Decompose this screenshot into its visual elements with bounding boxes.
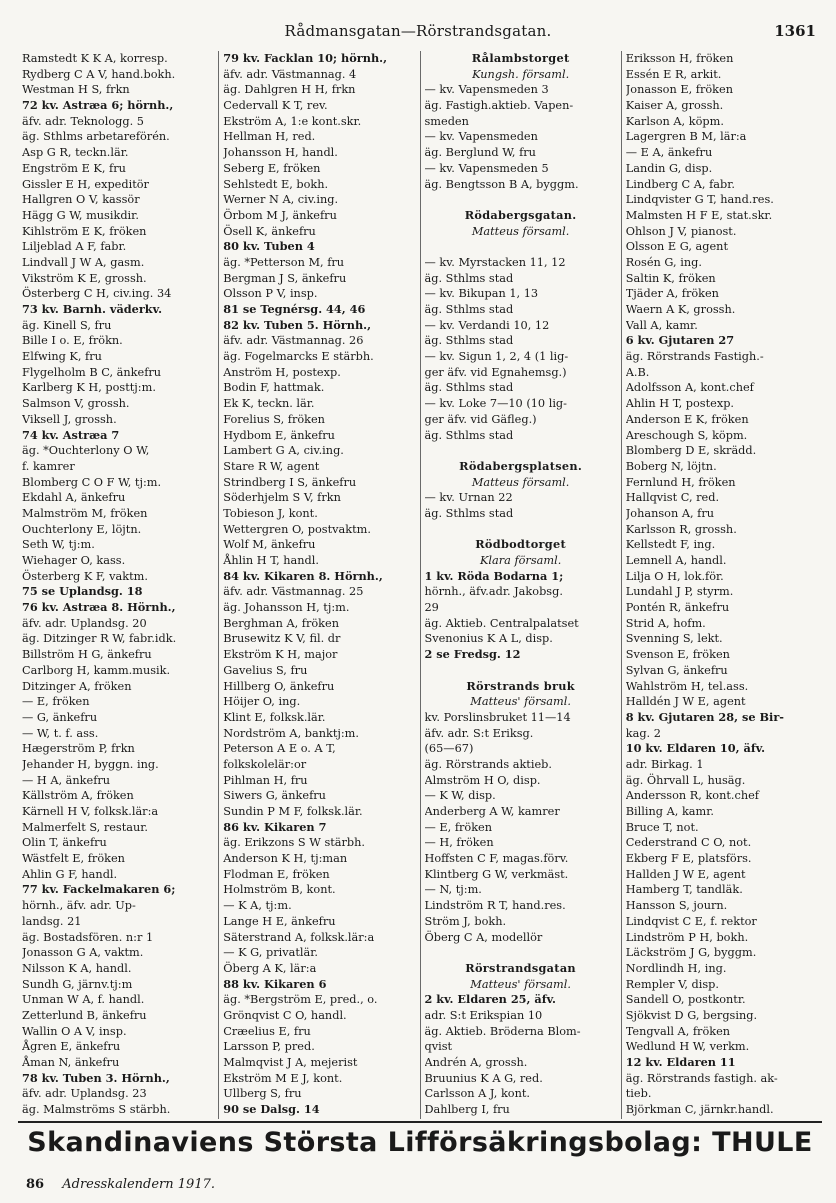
directory-entry: Seberg E, fröken: [223, 161, 321, 175]
directory-entry: Rydberg C A V, hand.bokh.: [22, 67, 176, 81]
directory-entry: — K A, tj:m.: [223, 899, 292, 913]
directory-entry: Bodin F, hattmak.: [223, 381, 325, 395]
directory-entry: äfv. adr. S:t Eriksg.: [424, 726, 534, 740]
directory-entry: Wedlund H W, verkm.: [625, 1040, 750, 1054]
directory-entry: äg. Sthlms stad: [424, 506, 514, 520]
directory-entry: Klintberg G W, verkmäst.: [424, 867, 569, 881]
directory-entry: Hallgren O V, kassör: [22, 193, 140, 207]
directory-column: [218, 51, 419, 1119]
directory-entry: Nordström A, banktj:m.: [223, 726, 359, 740]
directory-entry: landsg. 21: [22, 914, 82, 928]
directory-entry: Kellstedt F, ing.: [625, 538, 716, 552]
directory-entry: Landin G, disp.: [625, 161, 713, 175]
parish-label: Matteus församl.: [471, 475, 570, 489]
directory-entry: Carlsson A J, kont.: [424, 1087, 531, 1101]
property-entry: 6 kv. Gjutaren 27: [625, 333, 735, 348]
directory-entry: ger äfv. vid Egnahemsg.): [424, 365, 567, 379]
directory-entry: äg. Sthlms stad: [424, 271, 514, 285]
directory-entry: Lindström P H, bokh.: [625, 930, 749, 944]
directory-entry: Viksell J, grossh.: [22, 412, 117, 426]
directory-entry: Carlborg H, kamm.musik.: [22, 663, 171, 677]
directory-entry: Gavelius S, fru: [223, 663, 308, 677]
directory-entry: Billström H G, änkefru: [22, 648, 152, 662]
property-entry: 75 se Uplandsg. 18: [22, 584, 143, 599]
directory-entry: [425, 443, 617, 459]
directory-entry: Sandell O, postkontr.: [625, 993, 746, 1007]
directory-entry: Ström J, bokh.: [424, 914, 507, 928]
directory-entry: Forelius S, fröken: [223, 412, 325, 426]
directory-entry: Kärnell H V, folksk.lär:a: [22, 805, 159, 818]
directory-entry: Ekberg F E, platsförs.: [625, 852, 752, 866]
directory-entry: Malmström M, fröken: [22, 506, 148, 520]
directory-entry: Andersson R, kont.chef: [625, 789, 759, 803]
directory-entry: Sundh G, järnv.tj:m: [22, 977, 133, 991]
directory-entry: Almström H O, disp.: [424, 773, 541, 787]
directory-entry: Adolfsson A, kont.chef: [625, 381, 754, 395]
directory-entry: Salmson V, grossh.: [22, 397, 130, 411]
directory-entry: äg. Sthlms stad: [424, 381, 514, 395]
directory-entry: äfv. adr. Västmannag. 4: [223, 67, 357, 81]
directory-entry: äg. Aktieb. Centralpalatset: [424, 616, 579, 630]
directory-entry: Cræelius E, fru: [223, 1024, 311, 1038]
street-heading: Rödabergsgatan.: [464, 207, 577, 222]
directory-entry: Tengvall A, fröken: [625, 1024, 731, 1038]
directory-entry: — N, tj:m.: [424, 883, 482, 897]
advertisement-banner: Skandinaviens Största Lifförsäkringsbolag: THULE: [27, 1127, 813, 1158]
directory-entry: kv. Porslinsbruket 11—14: [424, 710, 571, 724]
directory-entry: — kv. Verdandi 10, 12: [424, 318, 550, 332]
directory-entry: Ohlson J V, pianost.: [625, 224, 737, 238]
page-footer: [26, 1177, 215, 1192]
directory-entry: äg. *Petterson M, fru: [223, 255, 345, 269]
directory-entry: — kv. Vapensmeden 3: [424, 83, 549, 97]
directory-entry: äg. *Bergström E, pred., o.: [223, 993, 378, 1007]
directory-entry: Wiehager O, kass.: [22, 554, 126, 567]
directory-entry: Säterstrand A, folksk.lär:a: [223, 930, 375, 944]
property-entry: 8 kv. Gjutaren 28, se Bir-: [625, 709, 784, 724]
directory-entry: Lemnell A, handl.: [625, 554, 727, 567]
street-heading: Rörstrands bruk: [466, 678, 575, 693]
directory-column: [18, 51, 218, 1119]
directory-entry: Wettergren O, postvaktm.: [223, 522, 371, 536]
directory-entry: — kv. Vapensmeden 5: [424, 161, 549, 175]
directory-entry: kag. 2: [625, 726, 661, 740]
directory-entry: Ekdahl A, änkefru: [22, 491, 126, 505]
directory-entry: äg. Rörstrands Fastigh.-: [625, 350, 764, 364]
directory-entry: äg. Aktieb. Bröderna Blom-: [424, 1024, 581, 1038]
directory-entry: Strindberg I S, änkefru: [223, 475, 357, 489]
directory-entry: Wahlström H, tel.ass.: [625, 679, 749, 693]
directory-entry: [425, 1118, 617, 1119]
directory-entry: Lindberg C A, fabr.: [625, 177, 735, 191]
directory-entry: Hamberg T, tandläk.: [625, 883, 743, 897]
directory-entry: Johansson H, handl.: [223, 146, 338, 160]
directory-entry: Örbom M J, änkefru: [223, 208, 337, 222]
directory-entry: — kv. Urnan 22: [424, 491, 513, 505]
directory-entry: [425, 945, 617, 961]
directory-entry: äfv. adr. Uplandsg. 23: [22, 1087, 147, 1101]
directory-entry: — K G, privatlär.: [223, 946, 318, 960]
directory-entry: äfv. adr. Teknologg. 5: [22, 114, 144, 128]
directory-entry: Werner N A, civ.ing.: [223, 193, 339, 207]
directory-entry: Hansson S, journ.: [625, 899, 728, 913]
directory-entry: Kaiser A, grossh.: [625, 99, 724, 113]
directory-entry: Ek K, teckn. lär.: [223, 397, 315, 411]
directory-entry: äg. Bengtsson B A, byggm.: [424, 177, 579, 191]
directory-entry: Elfwing K, fru: [22, 350, 102, 364]
directory-entry: Holmström B, kont.: [223, 883, 336, 897]
directory-column: [621, 51, 822, 1119]
footer-page-number: 86: [26, 1177, 45, 1192]
parish-label: Matteus' församl.: [470, 977, 571, 991]
directory-entry: Ullberg S, fru: [223, 1087, 302, 1101]
directory-entry: adr. Birkag. 1: [625, 757, 704, 771]
directory-entry: äfv. adr. Uplandsg. 20: [22, 616, 147, 630]
directory-entry: Lambert G A, civ.ing.: [223, 444, 344, 458]
parish-label: Klara församl.: [479, 554, 562, 567]
directory-entry: Waern A K, grossh.: [625, 303, 736, 316]
parish-label: Matteus församl.: [471, 224, 570, 238]
property-entry: 74 kv. Astræa 7: [22, 427, 120, 442]
property-entry: 12 kv. Eldaren 11: [625, 1055, 736, 1069]
directory-entry: äg. Fogelmarcks E stärbh.: [223, 350, 374, 364]
directory-entry: äg. Rörstrands fastigh. ak-: [625, 1071, 778, 1085]
directory-entry: Tobieson J, kont.: [223, 506, 318, 520]
street-heading: Rödabergsplatsen.: [459, 458, 583, 473]
directory-entry: Söderhjelm S V, frkn: [223, 491, 341, 505]
directory-entry: äg. *Ouchterlony O W,: [22, 444, 150, 458]
directory-entry: Flygelholm B C, änkefru: [22, 365, 162, 379]
directory-entry: Ditzinger A, fröken: [22, 679, 132, 693]
directory-entry: Liljeblad A F, fabr.: [22, 240, 127, 254]
property-entry: 86 kv. Kikaren 7: [223, 819, 327, 834]
property-entry: 90 se Dalsg. 14: [223, 1102, 320, 1117]
directory-entry: Hoffsten C F, magas.förv.: [424, 852, 569, 866]
directory-entry: Jonasson E, fröken: [625, 83, 733, 97]
directory-entry: Ekström K H, major: [223, 648, 338, 662]
directory-entry: Hallqvist C, red.: [625, 491, 720, 505]
property-entry: 84 kv. Kikaren 8. Hörnh.,: [223, 568, 383, 583]
directory-entry: Lindvall J W A, gasm.: [22, 255, 145, 269]
property-entry: 78 kv. Tuben 3. Hörnh.,: [22, 1070, 170, 1085]
directory-entry: Klint E, folksk.lär.: [223, 710, 326, 724]
property-entry: 88 kv. Kikaren 6: [223, 976, 327, 991]
property-entry: 1 kv. Röda Bodarna 1;: [424, 568, 564, 583]
directory-entry: tieb.: [625, 1087, 652, 1101]
directory-entry: Halldén J W E, agent: [625, 695, 746, 709]
directory-entry: Bille I o. E, frökn.: [22, 334, 123, 348]
directory-entry: Hellman H, red.: [223, 130, 316, 144]
property-entry: 82 kv. Tuben 5. Hörnh.,: [223, 317, 372, 332]
directory-entry: Anderson E K, fröken: [625, 412, 749, 426]
directory-entry: Boberg N, löjtn.: [625, 459, 717, 473]
directory-entry: — H, fröken: [424, 836, 494, 850]
directory-entry: Olsson P V, insp.: [223, 287, 318, 301]
directory-entry: ger äfv. vid Gäfleg.): [424, 412, 537, 426]
directory-entry: äg. Berglund W, fru: [424, 146, 536, 160]
directory-column: [420, 51, 621, 1119]
directory-entry: Siwers G, änkefru: [223, 789, 326, 803]
page-title: Rådmansgatan—Rörstrandsgatan.: [284, 22, 552, 40]
directory-entry: Svenning S, lekt.: [625, 632, 723, 646]
property-entry: 79 kv. Facklan 10; hörnh.,: [223, 51, 388, 65]
directory-entry: Ouchterlony E, löjtn.: [22, 522, 142, 536]
directory-entry: Wolf M, änkefru: [223, 538, 316, 552]
directory-entry: Lagergren B M, lär:a: [625, 130, 747, 144]
directory-entry: (65—67): [424, 742, 474, 756]
directory-entry: Sylvan G, änkefru: [625, 663, 728, 677]
directory-entry: Jehander H, byggn. ing.: [22, 757, 159, 771]
directory-entry: Bergman J S, änkefru: [223, 271, 347, 285]
directory-entry: Lundahl J P, styrm.: [625, 585, 734, 599]
directory-entry: äg. Fastigh.aktieb. Vapen-: [424, 99, 574, 113]
directory-entry: Bruce T, not.: [625, 820, 699, 834]
directory-entry: Tjäder A, fröken: [625, 287, 719, 301]
directory-entry: — G, änkefru: [22, 710, 98, 724]
directory-entry: — kv. Loke 7—10 (10 lig-: [424, 397, 567, 411]
directory-entry: Ramstedt K K A, korresp.: [22, 52, 168, 65]
directory-entry: äg. Ditzinger R W, fabr.idk.: [22, 632, 177, 646]
parish-label: Kungsh. församl.: [472, 67, 570, 81]
directory-entry: Berghman A, fröken: [223, 616, 339, 630]
directory-entry: Ekström A, 1:e kont.skr.: [223, 114, 362, 128]
directory-entry: Andrén A, grossh.: [424, 1056, 528, 1069]
property-entry: 2 se Fredsg. 12: [424, 647, 521, 662]
directory-entry: Blomberg C O F W, tj:m.: [22, 475, 162, 489]
directory-entry: Olsson E G, agent: [625, 240, 728, 254]
directory-entry: Brusewitz K V, fil. dr: [223, 632, 341, 646]
directory-entry: Larsson P, pred.: [223, 1040, 315, 1054]
directory-entry: Höijer O, ing.: [223, 695, 301, 709]
divider: [18, 1121, 822, 1123]
directory-entry: Karlsson R, grossh.: [625, 522, 737, 536]
directory-entry: — kv. Bikupan 1, 13: [424, 287, 539, 301]
directory-entry: Ösell K, änkefru: [223, 224, 316, 238]
directory-entry: Österberg K F, vaktm.: [22, 569, 148, 583]
page-number: 1361: [774, 22, 816, 40]
directory-entry: Björkman C, järnkr.handl.: [625, 1103, 774, 1117]
directory-entry: hörnh., äfv. adr. Up-: [22, 899, 136, 913]
directory-entry: Anderberg A W, kamrer: [424, 805, 560, 818]
directory-columns: [18, 51, 822, 1119]
directory-entry: Ahlin G F, handl.: [22, 867, 118, 881]
directory-entry: — E, fröken: [22, 695, 90, 709]
property-entry: 10 kv. Eldaren 10, äfv.: [625, 741, 766, 756]
directory-entry: Ågren E, änkefru: [22, 1040, 121, 1054]
directory-entry: adr. S:t Erikspian 10: [424, 1008, 543, 1022]
directory-entry: Wallin O A V, insp.: [22, 1024, 127, 1038]
directory-entry: Seth W, tj:m.: [22, 538, 95, 552]
directory-entry: Essén E R, arkit.: [625, 67, 722, 81]
directory-entry: Jonasson G A, vaktm.: [22, 946, 144, 960]
directory-entry: Sehlstedt E, bokh.: [223, 177, 329, 191]
directory-entry: [425, 522, 617, 538]
directory-entry: Rosén G, ing.: [625, 255, 702, 269]
directory-entry: [223, 1118, 415, 1119]
directory-entry: Engström E K, fru: [22, 161, 126, 175]
directory-entry: äg. Bostadsfören. n:r 1: [22, 930, 154, 944]
directory-entry: äg. Johansson H, tj:m.: [223, 601, 350, 615]
directory-entry: äg. Sthlms stad: [424, 303, 514, 316]
directory-entry: Svenson E, fröken: [625, 648, 730, 662]
directory-entry: Billing A, kamr.: [625, 805, 714, 818]
directory-entry: — kv. Sigun 1, 2, 4 (1 lig-: [424, 350, 569, 364]
directory-entry: Öberg A K, lär:a: [223, 961, 317, 975]
directory-entry: Cedervall K T, rev.: [223, 99, 328, 113]
directory-entry: Pihlman H, fru: [223, 773, 308, 787]
directory-entry: — kv. Myrstacken 11, 12: [424, 255, 566, 269]
directory-entry: Grönqvist C O, handl.: [223, 1008, 347, 1022]
directory-entry: Nordlindh H, ing.: [625, 961, 727, 975]
directory-entry: Cederstrand C O, not.: [625, 836, 752, 850]
directory-entry: äg. Sthlms arbetareförén.: [22, 130, 170, 144]
directory-entry: äg. Öhrvall L, husäg.: [625, 773, 746, 787]
directory-entry: qvist: [424, 1040, 453, 1054]
directory-entry: Hægerström P, frkn: [22, 742, 135, 756]
directory-entry: folkskolelär:or: [223, 757, 307, 771]
directory-entry: Hägg G W, musikdir.: [22, 208, 139, 222]
directory-entry: Malmqvist J A, mejerist: [223, 1056, 358, 1069]
directory-entry: Lindqvist C E, f. rektor: [625, 914, 757, 928]
directory-entry: Vikström K E, grossh.: [22, 271, 147, 285]
directory-entry: Ekström M E J, kont.: [223, 1071, 343, 1085]
property-entry: 80 kv. Tuben 4: [223, 239, 315, 254]
directory-entry: Lindqvister G T, hand.res.: [625, 193, 774, 207]
directory-entry: Stare R W, agent: [223, 459, 320, 473]
property-entry: 81 se Tegnérsg. 44, 46: [223, 302, 366, 316]
directory-entry: Zetterlund B, änkefru: [22, 1008, 147, 1022]
directory-entry: Öberg C A, modellör: [424, 930, 543, 944]
directory-entry: Vall A, kamr.: [625, 318, 698, 332]
directory-entry: Dahlberg I, fru: [424, 1103, 510, 1117]
directory-entry: äg. Erikzons S W stärbh.: [223, 836, 366, 850]
footer-publication: Adresskalendern 1917.: [62, 1177, 215, 1192]
directory-entry: Anderson K H, tj:man: [223, 852, 348, 866]
directory-entry: äfv. adr. Västmannag. 26: [223, 334, 364, 348]
directory-entry: Wästfelt E, fröken: [22, 852, 125, 866]
property-entry: 2 kv. Eldaren 25, äfv.: [424, 992, 556, 1007]
directory-entry: Asp G R, teckn.lär.: [22, 146, 129, 160]
directory-entry: Åhlin H T, handl.: [223, 554, 319, 567]
directory-entry: Olin T, änkefru: [22, 836, 107, 850]
directory-entry: Pontén R, änkefru: [625, 601, 730, 615]
directory-entry: Källström A, fröken: [22, 789, 134, 803]
directory-entry: Lilja O H, lok.för.: [625, 569, 724, 583]
directory-entry: Sundin P M F, folksk.lär.: [223, 805, 363, 818]
directory-entry: smeden: [424, 114, 469, 128]
property-entry: 77 kv. Fackelmakaren 6;: [22, 882, 176, 897]
parish-label: Matteus' församl.: [470, 695, 571, 709]
directory-entry: Johanson A, fru: [625, 506, 715, 520]
directory-entry: [425, 239, 617, 255]
property-entry: 72 kv. Astræa 6; hörnh.,: [22, 98, 174, 113]
directory-entry: Rempler V, disp.: [625, 977, 720, 991]
directory-entry: Åman N, änkefru: [22, 1056, 120, 1069]
directory-entry: Nilsson K A, handl.: [22, 961, 132, 975]
directory-entry: Peterson A E o. A T,: [223, 742, 336, 756]
directory-entry: hörnh., äfv.adr. Jakobsg.: [424, 585, 563, 599]
directory-entry: Unman W A, f. handl.: [22, 993, 145, 1007]
directory-entry: [425, 663, 617, 679]
directory-entry: [626, 1118, 818, 1119]
directory-entry: — E A, änkefru: [625, 146, 713, 160]
directory-entry: äg. Rörstrands aktieb.: [424, 757, 552, 771]
property-entry: 73 kv. Barnh. väderkv.: [22, 302, 162, 316]
directory-entry: Sjökvist D G, bergsing.: [625, 1008, 758, 1022]
street-heading: Rödbodtorget: [475, 537, 566, 552]
directory-entry: Läckström J G, byggm.: [625, 946, 757, 960]
directory-entry: Blomberg D E, skrädd.: [625, 444, 757, 458]
directory-entry: Österberg C H, civ.ing. 34: [22, 287, 172, 301]
street-heading: Rörstrandsgatan: [465, 960, 576, 975]
directory-entry: Eriksson H, fröken: [625, 52, 734, 65]
directory-entry: Saltin K, fröken: [625, 271, 716, 285]
directory-entry: Kihlström E K, fröken: [22, 224, 147, 238]
directory-entry: äg. Kinell S, fru: [22, 318, 112, 332]
page-header: [20, 22, 816, 46]
directory-entry: f. kamrer: [22, 459, 75, 473]
directory-entry: Areschough S, köpm.: [625, 428, 748, 442]
directory-entry: — W, t. f. ass.: [22, 726, 99, 740]
directory-entry: Malmsten H F E, stat.skr.: [625, 208, 773, 222]
directory-entry: A.B.: [625, 365, 650, 379]
directory-entry: — kv. Vapensmeden: [424, 130, 538, 144]
directory-entry: Hillberg O, änkefru: [223, 679, 335, 693]
directory-entry: Malmerfelt S, restaur.: [22, 820, 149, 834]
directory-entry: Strid A, hofm.: [625, 616, 706, 630]
directory-entry: Karlberg K H, posttj:m.: [22, 381, 156, 395]
directory-entry: — H A, änkefru: [22, 773, 111, 787]
directory-entry: Svenonius K A L, disp.: [424, 632, 553, 646]
directory-entry: äfv. adr. Västmannag. 25: [223, 585, 364, 599]
directory-entry: Karlson A, köpm.: [625, 114, 724, 128]
directory-entry: Gissler E H, expeditör: [22, 177, 149, 191]
directory-entry: — K W, disp.: [424, 789, 496, 803]
directory-entry: äg. Sthlms stad: [424, 428, 514, 442]
directory-entry: Lindström R T, hand.res.: [424, 899, 566, 913]
directory-entry: Hallden J W E, agent: [625, 867, 746, 881]
directory-entry: 29: [424, 601, 439, 615]
directory-entry: Hydbom E, änkefru: [223, 428, 335, 442]
directory-entry: [425, 192, 617, 208]
directory-entry: Anström H, postexp.: [223, 365, 341, 379]
property-entry: 76 kv. Astræa 8. Hörnh.,: [22, 600, 176, 615]
directory-entry: [22, 1118, 214, 1119]
directory-entry: Fernlund H, fröken: [625, 475, 736, 489]
directory-entry: äg. Dahlgren H H, frkn: [223, 83, 356, 97]
directory-entry: Bruunius K A G, red.: [424, 1071, 543, 1085]
directory-entry: Ahlin H T, postexp.: [625, 397, 735, 411]
directory-entry: Westman H S, frkn: [22, 83, 130, 97]
directory-entry: — E, fröken: [424, 820, 493, 834]
directory-entry: äg. Sthlms stad: [424, 334, 514, 348]
directory-entry: Flodman E, fröken: [223, 867, 330, 881]
directory-entry: Lange H E, änkefru: [223, 914, 336, 928]
directory-entry: äg. Malmströms S stärbh.: [22, 1103, 171, 1117]
street-heading: Rålambstorget: [471, 51, 570, 65]
